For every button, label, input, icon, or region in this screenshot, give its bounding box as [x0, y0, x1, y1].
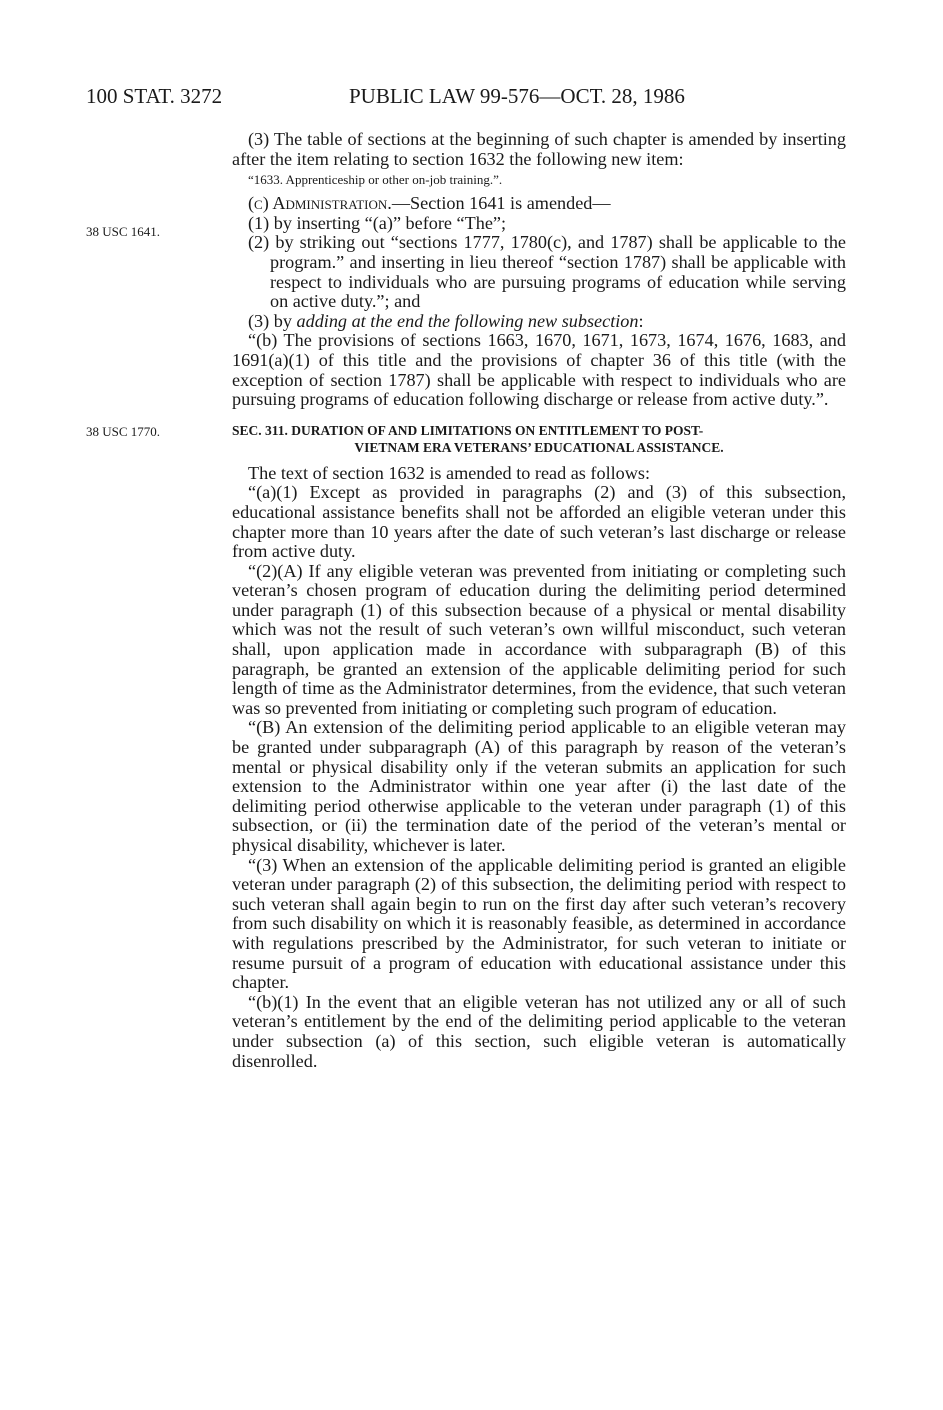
clause-c3: [232, 312, 846, 332]
section-heading-line1: SEC. 311. DURATION OF AND LIMITATIONS ON ENTITLEMENT TO POST-: [232, 422, 704, 438]
new-subsection-b: “(b) The provisions of sections 1663, 1670, 1671, 1673, 1674, 1676, 1683, and 1691(a)(1) of this title and the provisions of chapter 36 of this title (with the exception of section 1787) shall be applicable with respect to individuals who are pursuing programs of education following discharge or release from active duty.”.: [232, 330, 846, 410]
page-header: [86, 84, 736, 114]
paragraph-3: (3) The table of sections at the beginning of such chapter is amended by inserting after the item relating to section 1632 the following new item:: [232, 129, 846, 169]
subsection-c-text: —Section 1641 is amended—: [391, 193, 611, 214]
clause-c3-post: :: [638, 310, 644, 331]
section-311-heading: [232, 422, 846, 456]
subsection-c-heading: (c) Administration.: [248, 193, 392, 214]
section-heading-line2: VIETNAM ERA VETERANS’ EDUCATIONAL ASSISTANCE.: [354, 439, 724, 455]
paragraph-2a: “(2)(A) If any eligible veteran was prevented from initiating or completing such veteran’s chosen program of education during the delimiting period determined under paragraph (1) of this subsection because of a physical or mental disability which was not the result of such veteran’s own willful misconduct, such veteran shall, upon application made in accordance with subparagraph (B) of this paragraph, be granted an extension of the applicable delimiting period for such length of time as the Administrator determines, from the evidence, that such veteran was so prevented from initiating or completing such program of education.: [232, 560, 846, 718]
margin-note-1641: 38 USC 1641.: [86, 224, 161, 239]
clause-c3-pre: (3) by: [248, 310, 297, 331]
clause-c2: (2) by striking out “sections 1777, 1780(c), and 1787) shall be applicable to the program.” and inserting in lieu thereof “section 1787) shall be applicable with respect to individuals who are pursuing programs of education while serving on active duty.”; and: [248, 232, 846, 312]
clause-c1: (1) by inserting “(a)” before “The”;: [248, 212, 507, 233]
margin-note-1770: 38 USC 1770.: [86, 424, 161, 439]
document-body: [232, 130, 846, 1071]
paragraph-a1: “(a)(1) Except as provided in paragraphs (2) and (3) of this subsection, educational assistance benefits shall not be afforded an eligible veteran under this chapter more than 10 years after the date of such veteran’s last discharge or release from active duty.: [232, 482, 846, 562]
paragraph-2b: “(B) An extension of the delimiting period applicable to an eligible veteran may be granted under subparagraph (A) of this paragraph by reason of the veteran’s mental or physical disability only if the veteran submits an application for such extension to the Administrator within one year after (i) the last date of the delimiting period otherwise applicable to the veteran under paragraph (1) of this subsection, or (ii) the termination date of the period of the veteran’s mental or physical disability, whichever is later.: [232, 717, 846, 855]
paragraph-3-extension: “(3) When an extension of the applicable delimiting period is granted an eligible veteran under paragraph (2) of this subsection, the delimiting period with respect to such veteran shall again begin to run on the first day after such veteran’s recovery from such disability on which it is reasonably feasible, as determined in accordance with regulations prescribed by the Administrator, for such veteran to initiate or resume pursuit of a program of education with educational assistance under this chapter.: [232, 854, 846, 993]
new-item: “1633. Apprenticeship or other on-job training.”.: [248, 172, 503, 188]
subsection-c: [232, 194, 846, 214]
clause-c3-italic: adding at the end the following new subsection: [296, 310, 639, 331]
section-intro: The text of section 1632 is amended to read as follows:: [248, 462, 651, 483]
paragraph-b1: “(b)(1) In the event that an eligible veteran has not utilized any or all of such veteran’s entitlement by the end of the delimiting period applicable to the veteran under subsection (a) of this section, such eligible veteran is automatically disenrolled.: [232, 991, 846, 1071]
stat-page-number: 100 STAT. 3272: [86, 84, 223, 108]
law-title: PUBLIC LAW 99-576—OCT. 28, 1986: [349, 84, 685, 108]
